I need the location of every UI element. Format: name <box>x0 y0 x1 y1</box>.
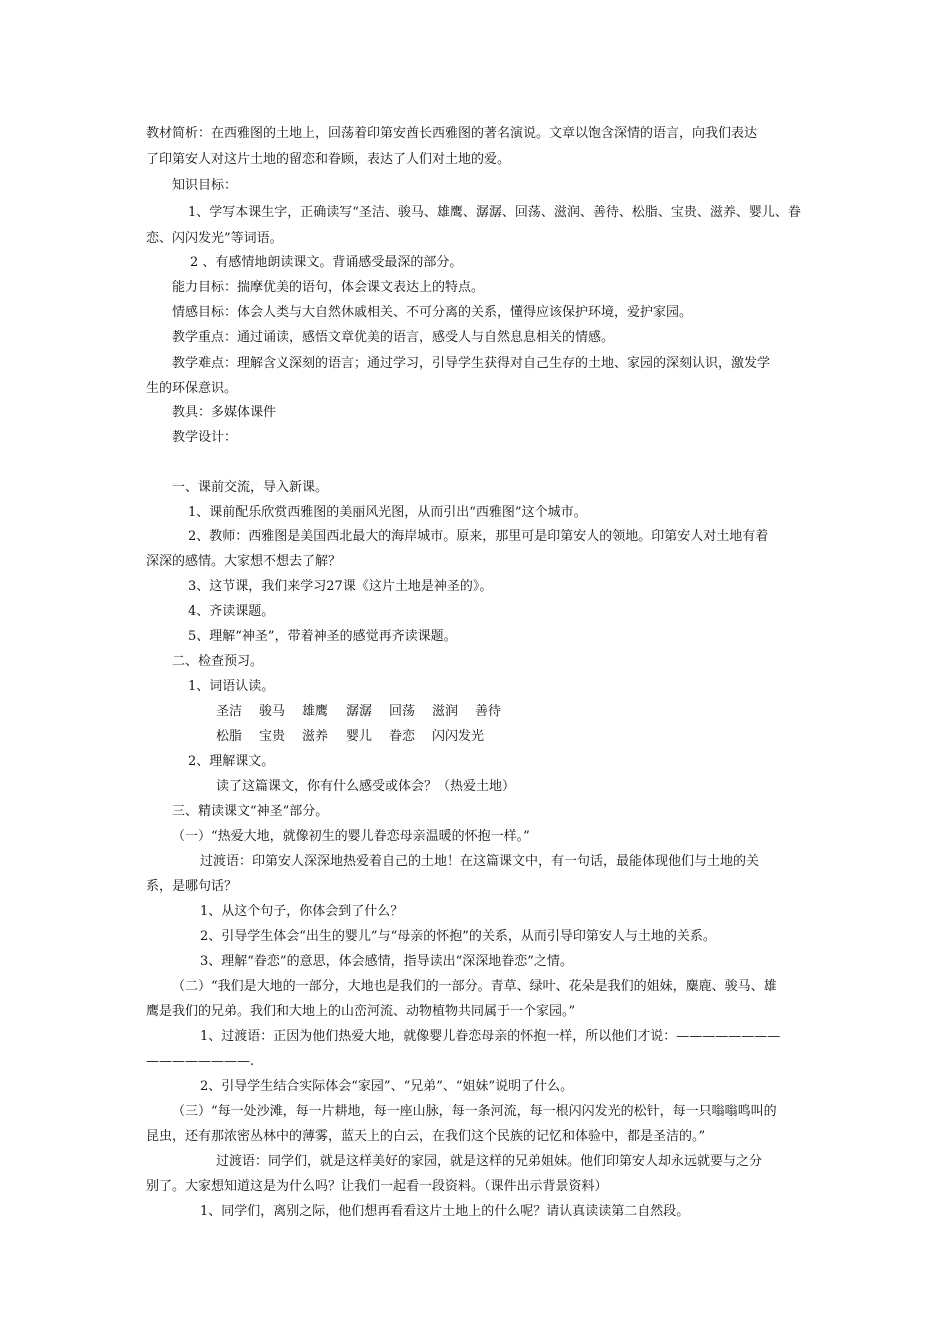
vocab-word: 婴儿 <box>346 729 373 744</box>
text-line-knowledge-heading: 知识目标： <box>172 178 238 193</box>
text-line-analysis-2: 了印第安人对这片土地的留恋和眷顾，表达了人们对土地的爱。 <box>146 152 511 167</box>
text-line-quote-3a: （三）“每一处沙滩，每一片耕地，每一座山脉，每一条河流，每一根闪闪发光的松针，每一只嗡嗡鸣叫的 <box>172 1104 777 1119</box>
text-line-transition-3a: 过渡语：同学们，就是这样美好的家园，就是这样的兄弟姐妹。他们印第安人却永远就要与之分 <box>216 1154 763 1169</box>
text-line-s1-3: 3、这节课，我们来学习27课《这片土地是神圣的》。 <box>188 579 493 594</box>
section-heading-2: 二、检查预习。 <box>172 654 264 669</box>
vocab-word: 雄鹰 <box>302 704 329 719</box>
text-line-transition-1b: 系，是哪句话？ <box>146 879 238 894</box>
vocab-word: 滋养 <box>302 729 329 744</box>
text-line-s3b-1a: 1、过渡语：正因为他们热爱大地，就像婴儿眷恋母亲的怀抱一样，所以他们才说：———————— <box>200 1029 781 1044</box>
vocab-word: 松脂 <box>216 729 243 744</box>
text-line-knowledge-1b: 恋、闪闪发光”等词语。 <box>146 231 283 246</box>
text-line-s1-2a: 2、教师：西雅图是美国西北最大的海岸城市。原来，那里可是印第安人的领地。印第安人对土地有着 <box>188 529 769 544</box>
vocab-word: 宝贵 <box>259 729 286 744</box>
vocab-word: 善待 <box>475 704 502 719</box>
vocab-word: 骏马 <box>259 704 286 719</box>
text-line-s3-3: 3、理解“眷恋”的意思，体会感情，指导读出“深深地眷恋”之情。 <box>200 954 573 969</box>
text-line-s3b-2: 2、引导学生结合实际体会“家园”、“兄弟”、“姐妹”说明了什么。 <box>200 1079 574 1094</box>
text-line-knowledge-1a: 1、学写本课生字，正确读写“圣洁、骏马、雄鹰、潺潺、回荡、滋润、善待、松脂、宝贵、滋养、婴儿、眷 <box>188 205 801 220</box>
text-line-knowledge-2: 2 、有感情地朗读课文。背诵感受最深的部分。 <box>190 255 463 270</box>
text-line-ability-goal: 能力目标：揣摩优美的语句，体会课文表达上的特点。 <box>172 280 485 295</box>
vocab-word: 滋润 <box>432 704 459 719</box>
vocab-word: 圣洁 <box>216 704 243 719</box>
text-line-s3-1: 1、从这个句子，你体会到了什么？ <box>200 904 404 919</box>
text-line-quote-3b: 昆虫，还有那浓密丛林中的薄雾，蓝天上的白云，在我们这个民族的记忆和体验中，都是圣洁的。” <box>146 1129 706 1144</box>
vocab-word: 眷恋 <box>389 729 416 744</box>
text-line-quote-2b: 鹰是我们的兄弟。我们和大地上的山峦河流、动物植物共同属于一个家园。” <box>146 1004 576 1019</box>
vocab-word: 闪闪发光 <box>432 729 485 744</box>
vocab-word: 回荡 <box>389 704 416 719</box>
vocab-word: 潺潺 <box>346 704 373 719</box>
text-line-key-point: 教学重点：通过诵读，感悟文章优美的语言，感受人与自然息息相关的情感。 <box>172 330 615 345</box>
text-line-teaching-aids: 教具：多媒体课件 <box>172 405 277 420</box>
text-line-quote-2a: （二）“我们是大地的一部分，大地也是我们的一部分。青草、绿叶、花朵是我们的姐妹，麋鹿、骏马、雄 <box>172 979 777 994</box>
text-line-s1-5: 5、理解“神圣”，带着神圣的感觉再齐读课题。 <box>188 629 457 644</box>
text-line-s1-4: 4、齐读课题。 <box>188 604 275 619</box>
text-line-quote-1: （一）“热爱大地，就像初生的婴儿眷恋母亲温暖的怀抱一样。” <box>172 829 530 844</box>
text-line-design-heading: 教学设计： <box>172 430 238 445</box>
text-line-transition-3b: 别了。大家想知道这是为什么吗？让我们一起看一段资料。（课件出示背景资料） <box>146 1179 608 1194</box>
section-heading-3: 三、精读课文“神圣”部分。 <box>172 804 329 819</box>
text-line-difficulty-2: 生的环保意识。 <box>146 381 238 396</box>
text-line-emotion-goal: 情感目标：体会人类与大自然休戚相关、不可分离的关系，懂得应该保护环境，爱护家园。 <box>172 305 693 320</box>
text-line-s2-question: 读了这篇课文，你有什么感受或体会？（热爱土地） <box>216 779 516 794</box>
text-line-s2-2: 2、理解课文。 <box>188 754 275 769</box>
text-line-s3c-1: 1、同学们，离别之际，他们想再看看这片土地上的什么呢？请认真读读第二自然段。 <box>200 1204 690 1219</box>
text-line-s2-1: 1、词语认读。 <box>188 679 275 694</box>
text-line-analysis-1: 教材简析：在西雅图的土地上，回荡着印第安酋长西雅图的著名演说。文章以饱含深情的语言，向我们表达 <box>146 126 758 141</box>
text-line-s3-2: 2、引导学生体会“出生的婴儿”与“母亲的怀抱”的关系，从而引导印第安人与土地的关系。 <box>200 929 716 944</box>
text-line-s1-2b: 深深的感情。大家想不想去了解？ <box>146 554 342 569</box>
text-line-s1-1: 1、课前配乐欣赏西雅图的美丽风光图，从而引出“西雅图”这个城市。 <box>188 505 587 520</box>
section-heading-1: 一、课前交流，导入新课。 <box>172 480 329 495</box>
text-line-transition-1a: 过渡语：印第安人深深地热爱着自己的土地！在这篇课文中，有一句话，最能体现他们与土地的关 <box>200 854 760 869</box>
text-line-difficulty-1: 教学难点：理解含义深刻的语言；通过学习，引导学生获得对自己生存的土地、家园的深刻认识，激发学 <box>172 356 771 371</box>
text-line-s3b-1b: ————————. <box>146 1054 255 1069</box>
